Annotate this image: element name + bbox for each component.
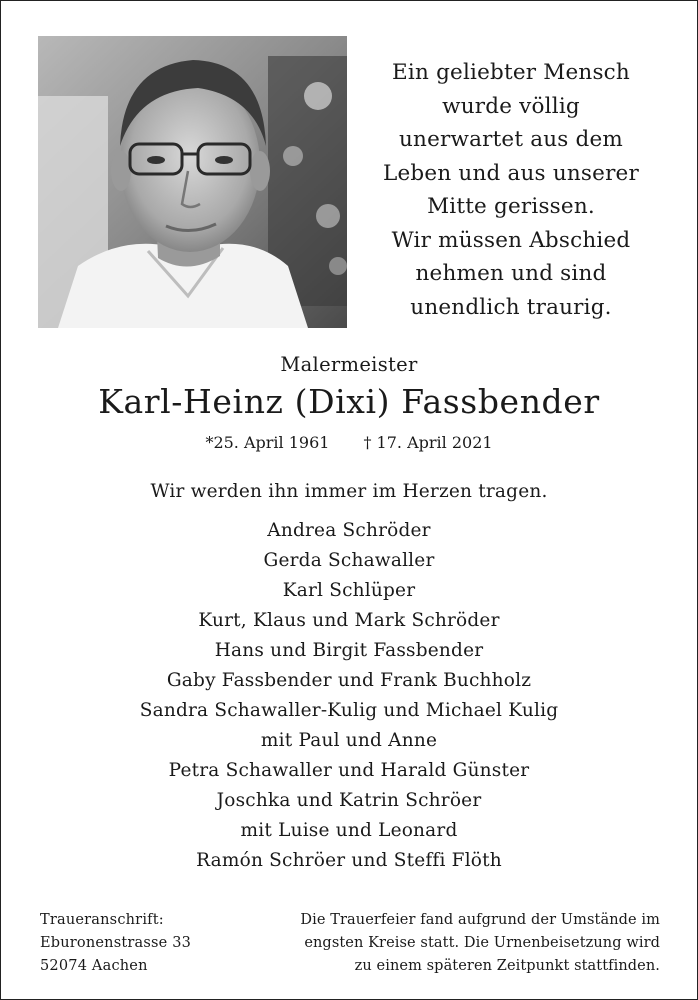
mourner-line: Gaby Fassbender und Frank Buchholz [166, 670, 532, 691]
deceased-name: Karl-Heinz (Dixi) Fassbender [98, 382, 600, 421]
notice-line: Die Trauerfeier fand aufgrund der Umstände im [300, 912, 660, 928]
mourner-line: Andrea Schröder [267, 520, 431, 541]
mourner-line: Sandra Schawaller-Kulig und Michael Kulig [139, 700, 559, 721]
death-date: † 17. April 2021 [363, 433, 493, 452]
mourner-line: Joschka und Katrin Schröer [216, 790, 482, 811]
mourner-line: Ramón Schröer und Steffi Flöth [196, 850, 502, 871]
portrait-photo [38, 36, 347, 328]
mourner-line: Gerda Schawaller [263, 550, 435, 571]
funeral-notice [220, 909, 660, 978]
poem-line: unerwartet aus dem [398, 127, 624, 152]
poem-line: wurde völlig [442, 93, 580, 119]
mourner-line: Kurt, Klaus und Mark Schröder [198, 610, 500, 631]
tagline: Wir werden ihn immer im Herzen tragen. [150, 481, 548, 502]
mourners-list [0, 516, 698, 876]
mourner-line: mit Paul und Anne [260, 730, 438, 751]
address-label: Traueranschrift: [40, 912, 164, 928]
birth-date: *25. April 1961 [205, 433, 330, 452]
poem-line: Mitte gerissen. [427, 194, 595, 219]
poem-line: unendlich traurig. [410, 294, 612, 320]
poem-line: Ein geliebter Mensch [392, 60, 630, 85]
mourning-address [40, 909, 191, 978]
notice-line: engsten Kreise statt. Die Urnenbeisetzung wird [304, 935, 660, 951]
address-street: Eburonenstrasse 33 [40, 935, 192, 951]
life-dates [0, 433, 698, 452]
profession: Malermeister [280, 353, 418, 376]
mourner-line: Hans und Birgit Fassbender [214, 640, 484, 661]
notice-line: zu einem späteren Zeitpunkt stattfinden. [354, 958, 660, 974]
poem-line: nehmen und sind [415, 261, 607, 286]
poem-line: Wir müssen Abschied [391, 227, 631, 253]
poem-line: Leben und aus unserer [383, 160, 639, 186]
mourner-line: mit Luise und Leonard [240, 820, 458, 841]
mourner-line: Karl Schlüper [282, 580, 416, 601]
mourner-line: Petra Schawaller und Harald Günster [168, 760, 530, 781]
poem [355, 56, 667, 324]
address-city: 52074 Aachen [40, 958, 148, 974]
